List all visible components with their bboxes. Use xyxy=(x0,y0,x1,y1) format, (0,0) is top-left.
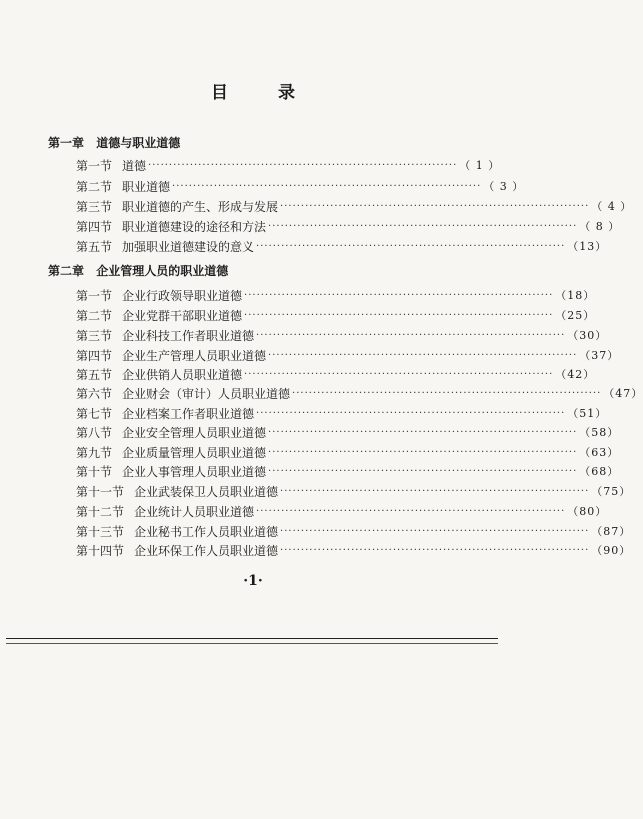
section-title: 企业档案工作者职业道德 xyxy=(122,406,255,421)
toc-entry[interactable] xyxy=(76,178,525,194)
section-number: 第十一节 xyxy=(76,484,125,499)
page-ref: （87） xyxy=(591,525,632,538)
leader-dots: ·········································································· xyxy=(268,220,578,232)
section-number: 第七节 xyxy=(76,406,113,421)
toc-entry[interactable] xyxy=(76,287,596,303)
section-title: 企业武装保卫人员职业道德 xyxy=(134,484,279,499)
toc-entry[interactable] xyxy=(76,542,632,558)
section-title: 企业财会（审计）人员职业道德 xyxy=(122,386,291,401)
toc-entry[interactable] xyxy=(76,483,632,499)
page-ref: （47） xyxy=(603,387,643,400)
toc-entry[interactable] xyxy=(76,157,501,173)
section-title: 企业安全管理人员职业道德 xyxy=(122,425,267,440)
toc-entry[interactable] xyxy=(76,424,620,440)
leader-dots: ·········································································· xyxy=(280,525,590,537)
toc-entry[interactable] xyxy=(76,523,632,539)
leader-dots: ·········································································· xyxy=(256,240,566,252)
leader-dots: ·········································································· xyxy=(280,485,590,497)
section-number: 第五节 xyxy=(76,367,113,382)
page-ref: （42） xyxy=(555,368,596,381)
section-title: 道德 xyxy=(122,158,147,173)
page-ref: （58） xyxy=(579,426,620,439)
toc-entry[interactable] xyxy=(76,405,608,421)
chapter-number: 第一章 xyxy=(48,136,85,150)
section-title: 企业科技工作者职业道德 xyxy=(122,328,255,343)
page-ref: （30） xyxy=(567,329,608,342)
section-number: 第三节 xyxy=(76,199,113,214)
section-number: 第二节 xyxy=(76,308,113,323)
section-title: 企业党群干部职业道德 xyxy=(122,308,243,323)
leader-dots: ·········································································· xyxy=(256,407,566,419)
page-ref: （75） xyxy=(591,485,632,498)
toc-entry[interactable] xyxy=(76,366,596,382)
bottom-rule-thin xyxy=(6,643,498,644)
chapter-title: 道德与职业道德 xyxy=(96,136,181,150)
toc-entry[interactable] xyxy=(76,444,620,460)
section-number: 第十节 xyxy=(76,464,113,479)
toc-entry[interactable] xyxy=(76,307,596,323)
toc-entry[interactable] xyxy=(76,503,608,519)
page-ref: （80） xyxy=(567,505,608,518)
leader-dots: ·········································································· xyxy=(244,368,554,380)
section-number: 第十二节 xyxy=(76,504,125,519)
leader-dots: ·········································································· xyxy=(172,180,482,192)
toc-entry[interactable] xyxy=(76,385,643,401)
toc-entry[interactable] xyxy=(76,347,620,363)
chapter-heading xyxy=(48,134,180,151)
section-title: 企业生产管理人员职业道德 xyxy=(122,348,267,363)
section-number: 第六节 xyxy=(76,386,113,401)
section-number: 第一节 xyxy=(76,288,113,303)
page-title: 目 录 xyxy=(211,83,317,103)
section-number: 第一节 xyxy=(76,158,113,173)
toc-entry[interactable] xyxy=(76,218,621,234)
toc-entry[interactable] xyxy=(76,463,620,479)
section-title: 企业统计人员职业道德 xyxy=(134,504,255,519)
leader-dots: ·········································································· xyxy=(256,505,566,517)
chapter-number: 第二章 xyxy=(48,264,85,278)
page-ref: （13） xyxy=(567,240,608,253)
section-number: 第四节 xyxy=(76,348,113,363)
toc-entry[interactable] xyxy=(76,327,608,343)
page-ref: （25） xyxy=(555,309,596,322)
section-title: 加强职业道德建设的意义 xyxy=(122,239,255,254)
section-number: 第四节 xyxy=(76,219,113,234)
section-title: 企业行政领导职业道德 xyxy=(122,288,243,303)
leader-dots: ·········································································· xyxy=(268,349,578,361)
leader-dots: ·········································································· xyxy=(268,465,578,477)
page-ref: （63） xyxy=(579,446,620,459)
section-number: 第十四节 xyxy=(76,543,125,558)
section-number: 第九节 xyxy=(76,445,113,460)
leader-dots: ·········································································· xyxy=(268,446,578,458)
chapter-heading xyxy=(48,262,228,279)
leader-dots: ·········································································· xyxy=(268,426,578,438)
leader-dots: ·········································································· xyxy=(280,544,590,556)
chapter-title: 企业管理人员的职业道德 xyxy=(96,264,229,278)
page-ref: （ 8 ） xyxy=(579,220,621,233)
section-title: 企业供销人员职业道德 xyxy=(122,367,243,382)
page-ref: （90） xyxy=(591,544,632,557)
section-title: 企业环保工作人员职业道德 xyxy=(134,543,279,558)
leader-dots: ·········································································· xyxy=(244,309,554,321)
section-number: 第三节 xyxy=(76,328,113,343)
toc-entry[interactable] xyxy=(76,198,633,214)
section-number: 第二节 xyxy=(76,179,113,194)
section-title: 企业秘书工作人员职业道德 xyxy=(134,524,279,539)
leader-dots: ·········································································· xyxy=(280,200,590,212)
page-ref: （51） xyxy=(567,407,608,420)
section-number: 第十三节 xyxy=(76,524,125,539)
page-number: ·1· xyxy=(243,573,263,589)
leader-dots: ·········································································· xyxy=(256,329,566,341)
section-title: 企业质量管理人员职业道德 xyxy=(122,445,267,460)
section-number: 第五节 xyxy=(76,239,113,254)
section-title: 职业道德 xyxy=(122,179,171,194)
section-title: 职业道德建设的途径和方法 xyxy=(122,219,267,234)
page-ref: （ 1 ） xyxy=(459,159,501,172)
bottom-rule xyxy=(6,638,498,639)
page-ref: （ 4 ） xyxy=(591,200,633,213)
page-ref: （68） xyxy=(579,465,620,478)
page-ref: （18） xyxy=(555,289,596,302)
toc-entry[interactable] xyxy=(76,238,608,254)
section-title: 职业道德的产生、形成与发展 xyxy=(122,199,279,214)
page-ref: （37） xyxy=(579,349,620,362)
section-number: 第八节 xyxy=(76,425,113,440)
leader-dots: ·········································································· xyxy=(244,289,554,301)
page-ref: （ 3 ） xyxy=(483,180,525,193)
leader-dots: ·········································································· xyxy=(148,159,458,171)
leader-dots: ·········································································· xyxy=(292,387,602,399)
section-title: 企业人事管理人员职业道德 xyxy=(122,464,267,479)
